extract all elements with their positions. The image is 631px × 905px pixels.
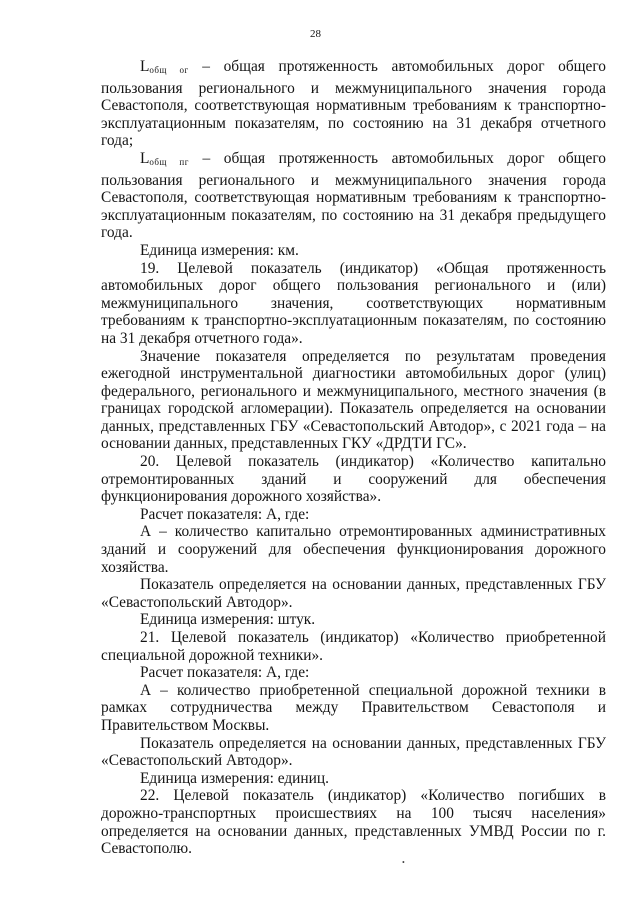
indicator-22-heading: 22. Целевой показатель (индикатор) «Количество погибших в дорожно-транспортных происшествиях на 100 тысяч населения» определяется на основании данных, представленных УМВД России по г. Севастополю. [101,787,606,858]
indicator-20-variable-definition: А – количество капитально отремонтированных административных зданий и сооружений для обеспечения функционирования дорожного хозяйства. [101,523,606,576]
indicator-20-calculation: Расчет показателя: А, где: [140,505,310,523]
definition-text: – общая протяженность автомобильных дорог общего пользования регионального и межмуниципального значения города Севастополя, соответствующая нормативным требованиям к транспортно-эксплуатационным показателям, по состоянию на 31 декабря отчетного года; [101,58,606,150]
unit-of-measure-pieces: Единица измерения: штук. [140,611,316,629]
document-body [101,58,606,858]
definition-l-total-previous-year [101,150,606,242]
formula-symbol: L [140,58,150,75]
indicator-20-heading: 20. Целевой показатель (индикатор) «Количество капитально отремонтированных зданий и сооружений для обеспечения функционирования дорожного хозяйства». [101,453,606,506]
unit-of-measure-km: Единица измерения: км. [140,241,299,259]
formula-subscript: общ пг [149,156,189,167]
formula-subscript: общ ог [149,65,189,75]
page-number: 28 [310,28,321,40]
indicator-21-source: Показатель определяется на основании данных, представленных ГБУ «Севастопольский Автодор». [101,734,606,770]
indicator-21-variable-definition: А – количество приобретенной специальной дорожной техники в рамках сотрудничества между Правительством Севастополя и Правительством Москвы. [101,681,606,734]
definition-text: – общая протяженность автомобильных дорог общего пользования регионального и межмуниципального значения города Севастополя, соответствующая нормативным требованиям к транспортно-эксплуатационным показателям, по состоянию на 31 декабря предыдущего года. [101,149,606,242]
scan-speck: • [402,858,405,867]
indicator-21-heading: 21. Целевой показатель (индикатор) «Количество приобретенной специальной дорожной техники». [101,629,606,664]
indicator-19-heading: 19. Целевой показатель (индикатор) «Общая протяженность автомобильных дорог общего пользования регионального и (или) межмуниципального значения, соответствующих нормативным требованиям к транспортно-эксплуатационным показателям, по состоянию на 31 декабря отчетного года». [101,259,606,347]
definition-l-total-reporting-year [101,58,606,150]
indicator-21-calculation: Расчет показателя: А, где: [140,664,310,682]
indicator-19-description: Значение показателя определяется по результатам проведения ежегодной инструментальной диагностики автомобильных дорог (улиц) федерального, регионального и межмуниципального, местного значения (в границах городской агломерации). Показатель определяется на основании данных, представленных ГБУ «Севастопольский Автодор», с 2021 года – на основании данных, представленных ГКУ «ДРДТИ ГС». [101,347,606,453]
indicator-20-source: Показатель определяется на основании данных, представленных ГБУ «Севастопольский Автодор». [101,576,606,611]
unit-of-measure-units: Единица измерения: единиц. [140,769,329,787]
formula-symbol: L [140,149,150,167]
